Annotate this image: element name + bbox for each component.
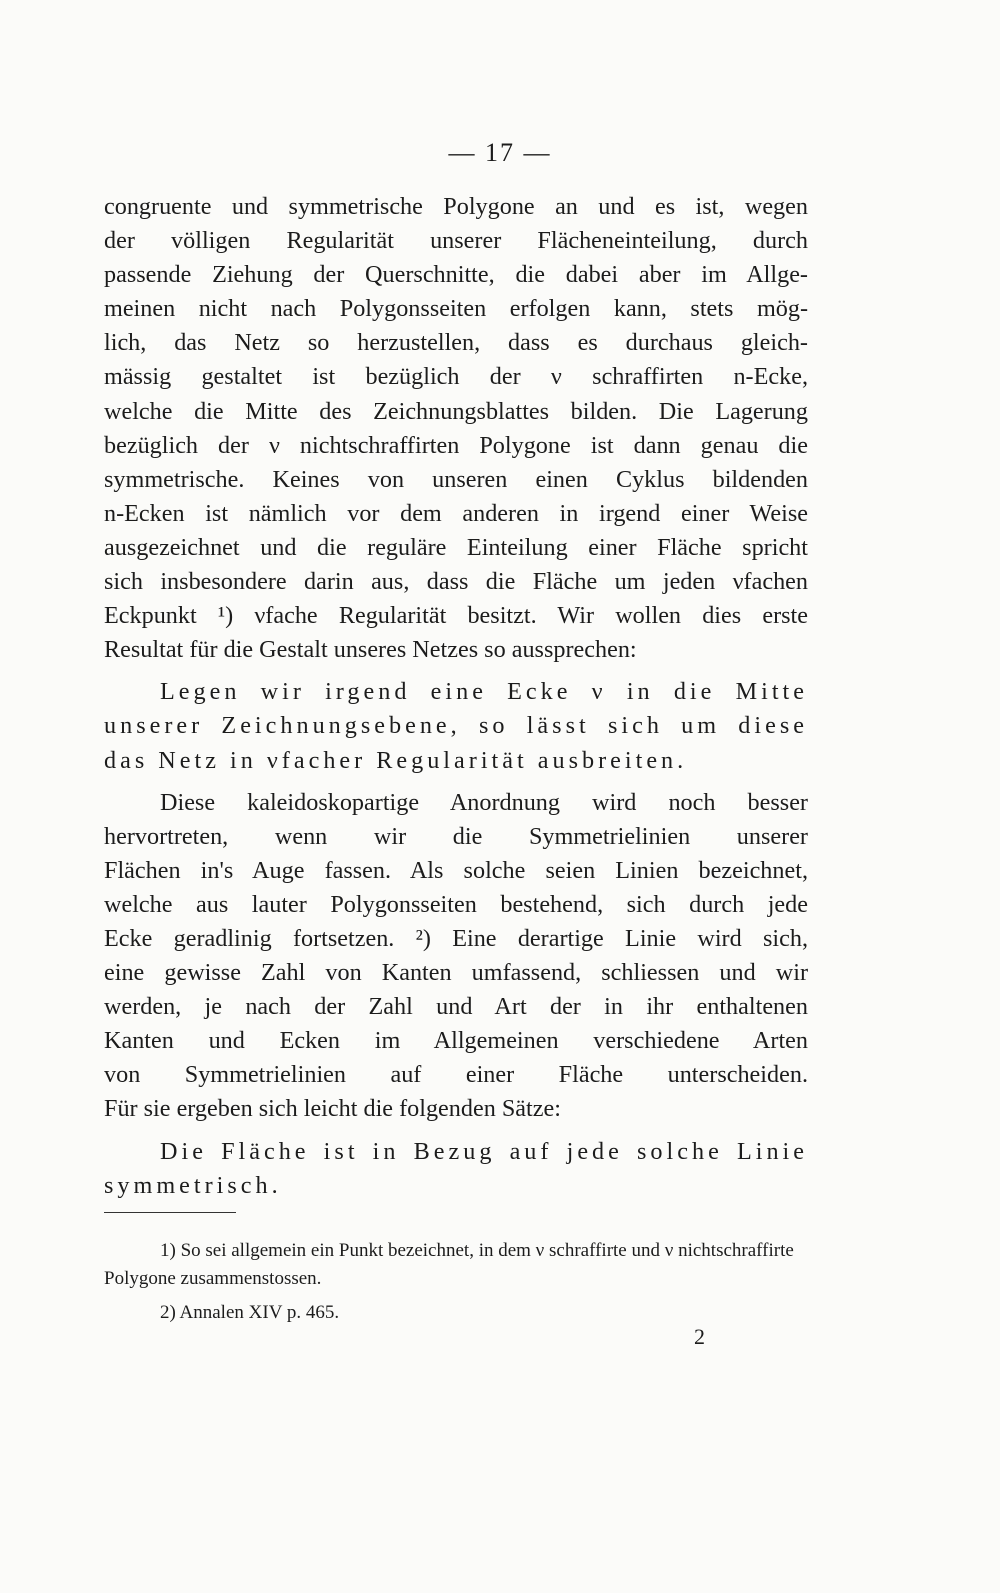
signature-mark: 2 xyxy=(694,1324,705,1349)
main-text xyxy=(104,190,808,1203)
footnote-divider xyxy=(104,1212,236,1213)
text-line: von Symmetrielinien auf einer Fläche unterscheiden. xyxy=(104,1061,808,1089)
text-line: welche die Mitte des Zeichnungsblattes bilden. Die Lagerung xyxy=(104,397,808,425)
text-line: Für sie ergeben sich leicht die folgenden Sätze: xyxy=(104,1095,561,1123)
text-line: mässig gestaltet ist bezüglich der ν schraffirten n-Ecke, xyxy=(104,363,808,391)
footnote-1: 1) So sei allgemein ein Punkt bezeichnet, in dem ν schraffirte und ν nichtschraffirte Polygone zusammenstossen. xyxy=(104,1240,794,1289)
text-line: Diese kaleidoskopartige Anordnung wird noch besser xyxy=(160,788,808,816)
paragraph-2 xyxy=(104,786,808,1127)
law-line: Legen wir irgend eine Ecke ν in die Mitte xyxy=(160,678,808,706)
text-line: Resultat für die Gestalt unseres Netzes so aussprechen: xyxy=(104,636,637,664)
text-line: Kanten und Ecken im Allgemeinen verschiedene Arten xyxy=(104,1027,808,1055)
text-line: welche aus lauter Polygonsseiten bestehend, sich durch jede xyxy=(104,890,808,918)
text-line: symmetrische. Keines von unseren einen Cyklus bildenden xyxy=(104,465,808,493)
law-line: unserer Zeichnungsebene, so lässt sich um diese xyxy=(104,712,808,740)
text-line: werden, je nach der Zahl und Art der in ihr enthaltenen xyxy=(104,993,808,1021)
text-line: eine gewisse Zahl von Kanten umfassend, schliessen und wir xyxy=(104,959,808,987)
law-statement-2 xyxy=(104,1135,808,1203)
text-line: lich, das Netz so herzustellen, dass es durchaus gleich- xyxy=(104,329,808,357)
footnote-2: 2) Annalen XIV p. 465. xyxy=(160,1302,340,1323)
text-line: ausgezeichnet und die reguläre Einteilung einer Fläche spricht xyxy=(104,533,808,561)
text-line: congruente und symmetrische Polygone an und es ist, wegen xyxy=(104,193,808,220)
text-line: passende Ziehung der Querschnitte, die dabei aber im Allge- xyxy=(104,261,808,289)
text-line: n-Ecken ist nämlich vor dem anderen in irgend einer Weise xyxy=(104,499,808,527)
law-statement-1 xyxy=(104,675,808,777)
text-line: Ecke geradlinig fortsetzen. ²) Eine derartige Linie wird sich, xyxy=(104,924,808,952)
text-line: der völligen Regularität unserer Flächeneinteilung, durch xyxy=(104,227,808,255)
text-line: sich insbesondere darin aus, dass die Fläche um jeden νfachen xyxy=(104,568,808,596)
law-line: symmetrisch. xyxy=(104,1171,282,1199)
text-line: Flächen in's Auge fassen. Als solche seien Linien bezeichnet, xyxy=(104,856,808,884)
paragraph-1 xyxy=(104,190,808,667)
law-line: das Netz in νfacher Regularität ausbreiten. xyxy=(104,746,688,774)
page-number: — 17 — xyxy=(448,138,552,167)
text-line: meinen nicht nach Polygonsseiten erfolgen kann, stets mög- xyxy=(104,295,808,323)
text-line: Eckpunkt ¹) νfache Regularität besitzt. Wir wollen dies erste xyxy=(104,602,808,630)
law-line: Die Fläche ist in Bezug auf jede solche Linie xyxy=(160,1137,808,1165)
text-line: hervortreten, wenn wir die Symmetrielinien unserer xyxy=(104,822,808,850)
text-line: bezüglich der ν nichtschraffirten Polygone ist dann genau die xyxy=(104,431,808,459)
footnotes xyxy=(104,1237,808,1327)
